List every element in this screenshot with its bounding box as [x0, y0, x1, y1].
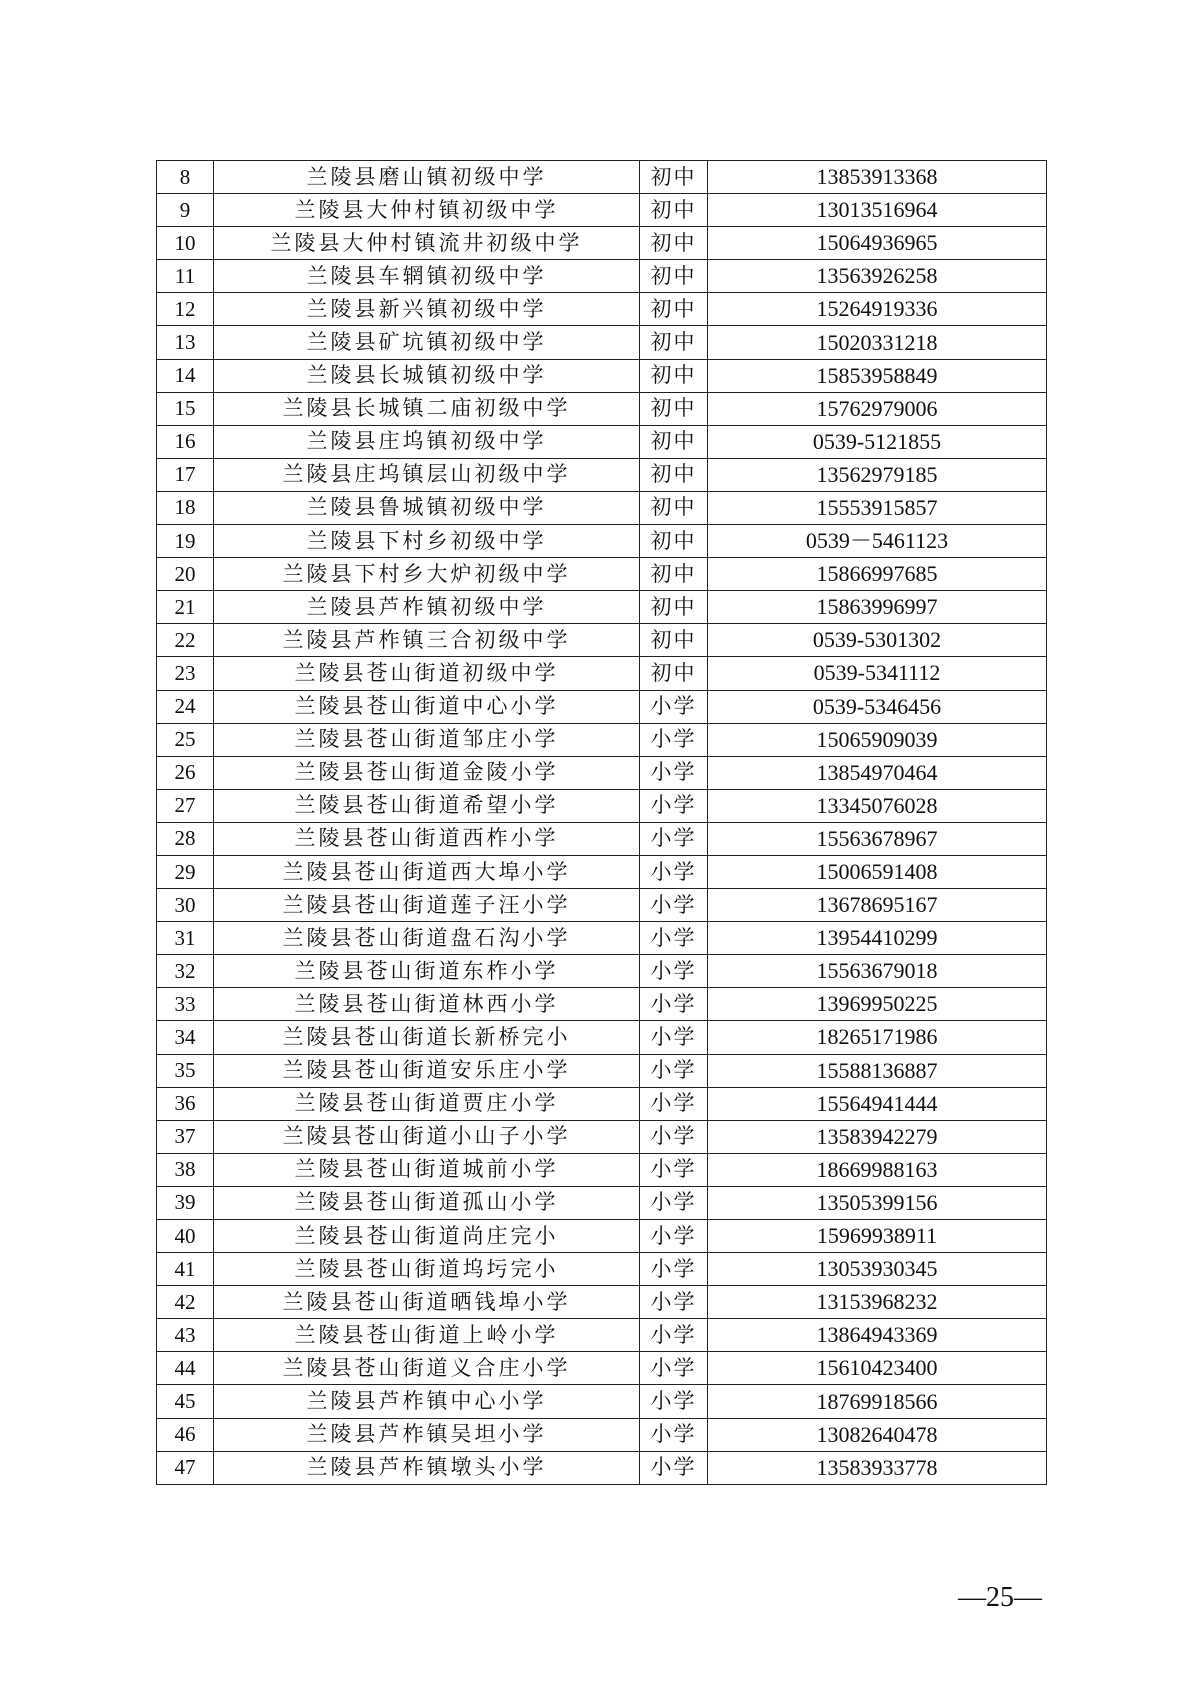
- table-row: [157, 922, 1047, 955]
- school-level-cell: 小学: [640, 822, 708, 855]
- row-number-cell: 44: [157, 1352, 214, 1385]
- table-row: [157, 690, 1047, 723]
- row-number-cell: 11: [157, 260, 214, 293]
- school-level-cell: 初中: [640, 657, 708, 690]
- school-level-cell: 小学: [640, 1352, 708, 1385]
- school-name-cell: 兰陵县苍山街道上岭小学: [214, 1319, 640, 1352]
- table-row: [157, 889, 1047, 922]
- school-name-cell: 兰陵县下村乡大炉初级中学: [214, 558, 640, 591]
- phone-cell: 15762979006: [708, 392, 1047, 425]
- row-number-cell: 23: [157, 657, 214, 690]
- school-level-cell: 初中: [640, 458, 708, 491]
- table-row: [157, 1385, 1047, 1418]
- phone-cell: 18669988163: [708, 1153, 1047, 1186]
- row-number-cell: 38: [157, 1153, 214, 1186]
- row-number-cell: 14: [157, 359, 214, 392]
- table-row: [157, 425, 1047, 458]
- school-level-cell: 初中: [640, 161, 708, 194]
- phone-cell: 0539-5341112: [708, 657, 1047, 690]
- phone-cell: 15563679018: [708, 955, 1047, 988]
- school-name-cell: 兰陵县大仲村镇流井初级中学: [214, 227, 640, 260]
- school-name-cell: 兰陵县芦柞镇初级中学: [214, 591, 640, 624]
- school-level-cell: 小学: [640, 955, 708, 988]
- phone-cell: 0539-5301302: [708, 624, 1047, 657]
- phone-cell: 13864943369: [708, 1319, 1047, 1352]
- school-name-cell: 兰陵县苍山街道林西小学: [214, 988, 640, 1021]
- row-number-cell: 36: [157, 1087, 214, 1120]
- row-number-cell: 39: [157, 1186, 214, 1219]
- table-row: [157, 657, 1047, 690]
- table-row: [157, 293, 1047, 326]
- school-level-cell: 小学: [640, 922, 708, 955]
- table-row: [157, 558, 1047, 591]
- phone-cell: 13505399156: [708, 1186, 1047, 1219]
- school-name-cell: 兰陵县大仲村镇初级中学: [214, 194, 640, 227]
- school-name-cell: 兰陵县芦柞镇中心小学: [214, 1385, 640, 1418]
- row-number-cell: 34: [157, 1021, 214, 1054]
- table-row: [157, 326, 1047, 359]
- table-row: [157, 1087, 1047, 1120]
- school-level-cell: 小学: [640, 1186, 708, 1219]
- school-level-cell: 小学: [640, 1120, 708, 1153]
- phone-cell: 15264919336: [708, 293, 1047, 326]
- row-number-cell: 47: [157, 1451, 214, 1484]
- school-contact-table: [156, 160, 1047, 1485]
- school-level-cell: 初中: [640, 227, 708, 260]
- school-level-cell: 初中: [640, 491, 708, 524]
- school-name-cell: 兰陵县苍山街道邹庄小学: [214, 723, 640, 756]
- school-level-cell: 小学: [640, 1286, 708, 1319]
- table-row: [157, 789, 1047, 822]
- school-name-cell: 兰陵县苍山街道莲子汪小学: [214, 889, 640, 922]
- school-name-cell: 兰陵县磨山镇初级中学: [214, 161, 640, 194]
- table-row: [157, 194, 1047, 227]
- school-name-cell: 兰陵县苍山街道中心小学: [214, 690, 640, 723]
- school-name-cell: 兰陵县苍山街道金陵小学: [214, 756, 640, 789]
- row-number-cell: 37: [157, 1120, 214, 1153]
- row-number-cell: 26: [157, 756, 214, 789]
- row-number-cell: 10: [157, 227, 214, 260]
- table-row: [157, 1120, 1047, 1153]
- phone-cell: 13153968232: [708, 1286, 1047, 1319]
- row-number-cell: 25: [157, 723, 214, 756]
- table-row: [157, 1220, 1047, 1253]
- phone-cell: 0539－5461123: [708, 525, 1047, 558]
- school-level-cell: 初中: [640, 425, 708, 458]
- school-name-cell: 兰陵县矿坑镇初级中学: [214, 326, 640, 359]
- school-name-cell: 兰陵县新兴镇初级中学: [214, 293, 640, 326]
- table-row: [157, 1418, 1047, 1451]
- school-level-cell: 小学: [640, 1153, 708, 1186]
- row-number-cell: 24: [157, 690, 214, 723]
- table-row: [157, 955, 1047, 988]
- row-number-cell: 19: [157, 525, 214, 558]
- school-level-cell: 小学: [640, 1319, 708, 1352]
- phone-cell: 13082640478: [708, 1418, 1047, 1451]
- phone-cell: 18769918566: [708, 1385, 1047, 1418]
- phone-cell: 15563678967: [708, 822, 1047, 855]
- school-level-cell: 小学: [640, 1054, 708, 1087]
- school-level-cell: 初中: [640, 260, 708, 293]
- phone-cell: 13562979185: [708, 458, 1047, 491]
- school-name-cell: 兰陵县苍山街道小山子小学: [214, 1120, 640, 1153]
- school-level-cell: 小学: [640, 1451, 708, 1484]
- school-level-cell: 初中: [640, 194, 708, 227]
- school-level-cell: 小学: [640, 1021, 708, 1054]
- table-row: [157, 260, 1047, 293]
- row-number-cell: 43: [157, 1319, 214, 1352]
- row-number-cell: 46: [157, 1418, 214, 1451]
- school-level-cell: 初中: [640, 525, 708, 558]
- school-level-cell: 小学: [640, 1087, 708, 1120]
- row-number-cell: 21: [157, 591, 214, 624]
- table-row: [157, 1286, 1047, 1319]
- school-level-cell: 小学: [640, 756, 708, 789]
- school-name-cell: 兰陵县苍山街道安乐庄小学: [214, 1054, 640, 1087]
- table-row: [157, 392, 1047, 425]
- school-level-cell: 小学: [640, 988, 708, 1021]
- school-level-cell: 小学: [640, 690, 708, 723]
- phone-cell: 13053930345: [708, 1253, 1047, 1286]
- phone-cell: 13969950225: [708, 988, 1047, 1021]
- school-name-cell: 兰陵县苍山街道长新桥完小: [214, 1021, 640, 1054]
- phone-cell: 15588136887: [708, 1054, 1047, 1087]
- table-row: [157, 1451, 1047, 1484]
- school-name-cell: 兰陵县庄坞镇初级中学: [214, 425, 640, 458]
- school-name-cell: 兰陵县鲁城镇初级中学: [214, 491, 640, 524]
- table-row: [157, 525, 1047, 558]
- phone-cell: 15866997685: [708, 558, 1047, 591]
- table-row: [157, 1253, 1047, 1286]
- row-number-cell: 17: [157, 458, 214, 491]
- phone-cell: 13678695167: [708, 889, 1047, 922]
- phone-cell: 15969938911: [708, 1220, 1047, 1253]
- school-name-cell: 兰陵县苍山街道坞圬完小: [214, 1253, 640, 1286]
- table-row: [157, 723, 1047, 756]
- table-row: [157, 491, 1047, 524]
- school-level-cell: 小学: [640, 1253, 708, 1286]
- phone-cell: 18265171986: [708, 1021, 1047, 1054]
- school-name-cell: 兰陵县苍山街道晒钱埠小学: [214, 1286, 640, 1319]
- table-row: [157, 1352, 1047, 1385]
- school-name-cell: 兰陵县苍山街道盘石沟小学: [214, 922, 640, 955]
- phone-cell: 13854970464: [708, 756, 1047, 789]
- row-number-cell: 8: [157, 161, 214, 194]
- school-name-cell: 兰陵县下村乡初级中学: [214, 525, 640, 558]
- table-row: [157, 1021, 1047, 1054]
- row-number-cell: 16: [157, 425, 214, 458]
- school-level-cell: 小学: [640, 1220, 708, 1253]
- row-number-cell: 18: [157, 491, 214, 524]
- school-level-cell: 初中: [640, 558, 708, 591]
- school-level-cell: 小学: [640, 723, 708, 756]
- row-number-cell: 32: [157, 955, 214, 988]
- row-number-cell: 31: [157, 922, 214, 955]
- row-number-cell: 9: [157, 194, 214, 227]
- school-name-cell: 兰陵县苍山街道贾庄小学: [214, 1087, 640, 1120]
- table-body: [157, 161, 1047, 1485]
- phone-cell: 15064936965: [708, 227, 1047, 260]
- school-level-cell: 初中: [640, 624, 708, 657]
- row-number-cell: 30: [157, 889, 214, 922]
- table-row: [157, 855, 1047, 888]
- phone-cell: 13013516964: [708, 194, 1047, 227]
- table-row: [157, 458, 1047, 491]
- school-name-cell: 兰陵县苍山街道义合庄小学: [214, 1352, 640, 1385]
- table-row: [157, 988, 1047, 1021]
- phone-cell: 15553915857: [708, 491, 1047, 524]
- phone-cell: 13583933778: [708, 1451, 1047, 1484]
- phone-cell: 13954410299: [708, 922, 1047, 955]
- school-level-cell: 初中: [640, 326, 708, 359]
- table-row: [157, 591, 1047, 624]
- phone-cell: 13853913368: [708, 161, 1047, 194]
- phone-cell: 15006591408: [708, 855, 1047, 888]
- table-row: [157, 1054, 1047, 1087]
- row-number-cell: 28: [157, 822, 214, 855]
- row-number-cell: 12: [157, 293, 214, 326]
- school-name-cell: 兰陵县芦柞镇墩头小学: [214, 1451, 640, 1484]
- phone-cell: 13583942279: [708, 1120, 1047, 1153]
- school-name-cell: 兰陵县苍山街道西大埠小学: [214, 855, 640, 888]
- phone-cell: 15564941444: [708, 1087, 1047, 1120]
- row-number-cell: 15: [157, 392, 214, 425]
- school-level-cell: 小学: [640, 789, 708, 822]
- school-level-cell: 初中: [640, 359, 708, 392]
- table-row: [157, 1153, 1047, 1186]
- school-level-cell: 小学: [640, 889, 708, 922]
- school-name-cell: 兰陵县苍山街道西柞小学: [214, 822, 640, 855]
- school-level-cell: 初中: [640, 293, 708, 326]
- table-row: [157, 624, 1047, 657]
- phone-cell: 0539-5346456: [708, 690, 1047, 723]
- school-level-cell: 初中: [640, 392, 708, 425]
- table-row: [157, 1186, 1047, 1219]
- school-name-cell: 兰陵县苍山街道东柞小学: [214, 955, 640, 988]
- row-number-cell: 13: [157, 326, 214, 359]
- phone-cell: 13563926258: [708, 260, 1047, 293]
- school-name-cell: 兰陵县苍山街道希望小学: [214, 789, 640, 822]
- school-name-cell: 兰陵县苍山街道孤山小学: [214, 1186, 640, 1219]
- table-row: [157, 161, 1047, 194]
- phone-cell: 15610423400: [708, 1352, 1047, 1385]
- row-number-cell: 35: [157, 1054, 214, 1087]
- school-name-cell: 兰陵县苍山街道尚庄完小: [214, 1220, 640, 1253]
- table-row: [157, 1319, 1047, 1352]
- row-number-cell: 29: [157, 855, 214, 888]
- row-number-cell: 45: [157, 1385, 214, 1418]
- phone-cell: 0539-5121855: [708, 425, 1047, 458]
- row-number-cell: 33: [157, 988, 214, 1021]
- school-name-cell: 兰陵县芦柞镇吴坦小学: [214, 1418, 640, 1451]
- phone-cell: 15020331218: [708, 326, 1047, 359]
- school-level-cell: 小学: [640, 1418, 708, 1451]
- row-number-cell: 20: [157, 558, 214, 591]
- page-number: —25—: [958, 1582, 1042, 1613]
- phone-cell: 13345076028: [708, 789, 1047, 822]
- row-number-cell: 40: [157, 1220, 214, 1253]
- phone-cell: 15863996997: [708, 591, 1047, 624]
- table-row: [157, 756, 1047, 789]
- row-number-cell: 27: [157, 789, 214, 822]
- school-level-cell: 小学: [640, 1385, 708, 1418]
- school-name-cell: 兰陵县苍山街道初级中学: [214, 657, 640, 690]
- phone-cell: 15853958849: [708, 359, 1047, 392]
- table-row: [157, 227, 1047, 260]
- school-name-cell: 兰陵县长城镇二庙初级中学: [214, 392, 640, 425]
- school-name-cell: 兰陵县庄坞镇层山初级中学: [214, 458, 640, 491]
- school-level-cell: 初中: [640, 591, 708, 624]
- school-name-cell: 兰陵县芦柞镇三合初级中学: [214, 624, 640, 657]
- row-number-cell: 22: [157, 624, 214, 657]
- school-name-cell: 兰陵县长城镇初级中学: [214, 359, 640, 392]
- row-number-cell: 42: [157, 1286, 214, 1319]
- table-row: [157, 359, 1047, 392]
- school-level-cell: 小学: [640, 855, 708, 888]
- table-row: [157, 822, 1047, 855]
- school-name-cell: 兰陵县苍山街道城前小学: [214, 1153, 640, 1186]
- row-number-cell: 41: [157, 1253, 214, 1286]
- phone-cell: 15065909039: [708, 723, 1047, 756]
- school-name-cell: 兰陵县车辋镇初级中学: [214, 260, 640, 293]
